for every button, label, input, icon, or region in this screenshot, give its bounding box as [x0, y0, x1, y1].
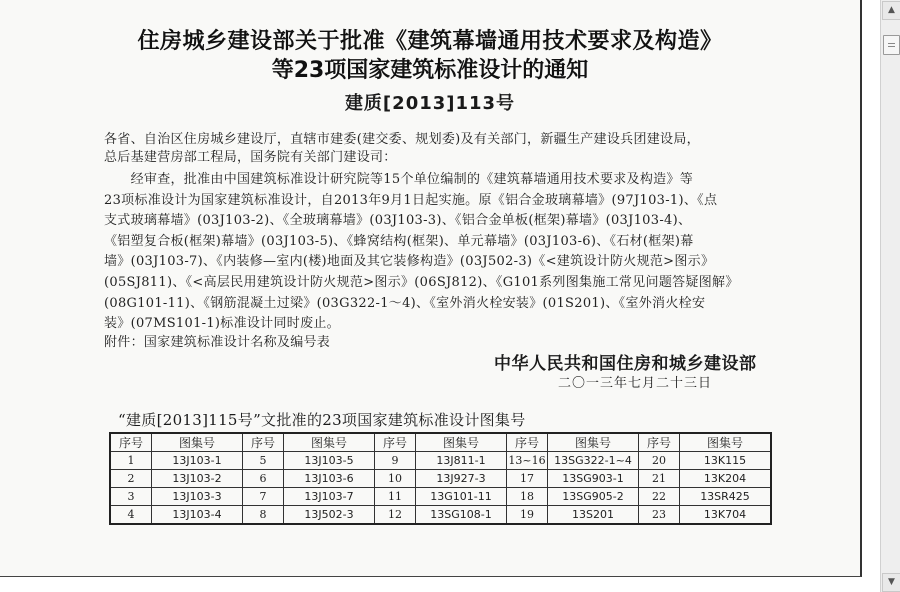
- scrollbar-thumb[interactable]: [883, 35, 900, 55]
- table-caption: “建质[2013]115号”文批准的23项国家建筑标准设计图集号: [118, 411, 526, 429]
- cell-no: 2: [110, 470, 152, 488]
- header-no: 序号: [110, 433, 152, 452]
- header-no: 序号: [243, 433, 284, 452]
- cell-code: 13J103-3: [152, 488, 243, 506]
- issuer: 中华人民共和国住房和城乡建设部: [494, 354, 757, 374]
- cell-code: 13SG108-1: [416, 506, 507, 525]
- cell-code: 13J103-1: [152, 452, 243, 470]
- cell-no: 19: [507, 506, 548, 525]
- title-line-1: 住房城乡建设部关于批准《建筑幕墙通用技术要求及构造》: [137, 29, 723, 54]
- header-no: 序号: [375, 433, 416, 452]
- cell-code: 13J103-2: [152, 470, 243, 488]
- cell-no: 11: [375, 488, 416, 506]
- header-code: 图集号: [416, 433, 507, 452]
- cell-no: 10: [375, 470, 416, 488]
- cell-code: 13SG903-1: [548, 470, 639, 488]
- body-line: 装》(07MS101-1)标准设计同时废止。: [104, 316, 340, 331]
- body-line: (08G101-11)、《钢筋混凝土过梁》(03G322-1～4)、《室外消火栓安装》(01S201)、《室外消火栓安: [104, 296, 706, 311]
- body-line: 各省、自治区住房城乡建设厅，直辖市建委(建交委、规划委)及有关部门，新疆生产建设兵团建设局，: [104, 132, 700, 147]
- body-line: 支式玻璃幕墙》(03J103-2)、《全玻璃幕墙》(03J103-3)、《铝合金单板(框架)幕墙》(03J103-4)、: [104, 213, 692, 228]
- cell-no: 13~16: [507, 452, 548, 470]
- body-line: 墙》(03J103-7)、《内装修—室内(楼)地面及其它装修构造》(03J502-3)《<建筑设计防火规范>图示》: [104, 254, 715, 269]
- vertical-scrollbar[interactable]: [880, 0, 900, 592]
- cell-no: 22: [639, 488, 680, 506]
- attachment-line: 附件：国家建筑标准设计名称及编号表: [104, 335, 331, 350]
- cell-code: 13G101-11: [416, 488, 507, 506]
- down-arrow-icon: ▼: [888, 577, 895, 587]
- up-arrow-icon: ▲: [888, 5, 895, 15]
- cell-no: 12: [375, 506, 416, 525]
- header-no: 序号: [507, 433, 548, 452]
- cell-code: 13SR425: [680, 488, 772, 506]
- scroll-up-button[interactable]: [882, 1, 900, 20]
- table-header-row: [110, 433, 771, 452]
- cell-no: 23: [639, 506, 680, 525]
- scroll-down-button[interactable]: [882, 573, 900, 592]
- atlas-number-table: [109, 432, 772, 525]
- cell-no: 17: [507, 470, 548, 488]
- cell-code: 13SG322-1~4: [548, 452, 639, 470]
- cell-no: 21: [639, 470, 680, 488]
- issue-date: 二〇一三年七月二十三日: [558, 376, 713, 391]
- header-code: 图集号: [152, 433, 243, 452]
- cell-code: 13J811-1: [416, 452, 507, 470]
- table-row: [110, 506, 771, 525]
- body-line: 经审查，批准由中国建筑标准设计研究院等15个单位编制的《建筑幕墙通用技术要求及构造》等: [104, 172, 694, 187]
- cell-no: 9: [375, 452, 416, 470]
- cell-code: 13J103-6: [284, 470, 375, 488]
- cell-code: 13K204: [680, 470, 772, 488]
- cell-code: 13J103-4: [152, 506, 243, 525]
- cell-code: 13S201: [548, 506, 639, 525]
- cell-no: 4: [110, 506, 152, 525]
- title-line-2: 等23项国家建筑标准设计的通知: [271, 58, 589, 83]
- body-line: 23项标准设计为国家建筑标准设计，自2013年9月1日起实施。原《铝合金玻璃幕墙》(97J103-1)、《点: [104, 193, 718, 208]
- cell-code: 13K704: [680, 506, 772, 525]
- body-line: 《铝塑复合板(框架)幕墙》(03J103-5)、《蜂窝结构(框架)、单元幕墙》(03J103-6)、《石材(框架)幕: [104, 234, 694, 249]
- table-row: [110, 488, 771, 506]
- cell-code: 13K115: [680, 452, 772, 470]
- cell-no: 18: [507, 488, 548, 506]
- cell-code: 13J103-7: [284, 488, 375, 506]
- table-row: [110, 452, 771, 470]
- cell-no: 20: [639, 452, 680, 470]
- header-no: 序号: [639, 433, 680, 452]
- header-code: 图集号: [284, 433, 375, 452]
- cell-code: 13J103-5: [284, 452, 375, 470]
- cell-no: 7: [243, 488, 284, 506]
- document-number: 建质[2013]113号: [344, 93, 516, 114]
- cell-no: 1: [110, 452, 152, 470]
- body-line: 总后基建营房部工程局，国务院有关部门建设司：: [104, 150, 397, 165]
- cell-no: 3: [110, 488, 152, 506]
- header-code: 图集号: [548, 433, 639, 452]
- cell-code: 13J502-3: [284, 506, 375, 525]
- cell-no: 8: [243, 506, 284, 525]
- cell-no: 6: [243, 470, 284, 488]
- body-line: (05SJ811)、《<高层民用建筑设计防火规范>图示》(06SJ812)、《G101系列图集施工常见问题答疑图解》: [104, 275, 739, 290]
- cell-no: 5: [243, 452, 284, 470]
- cell-code: 13J927-3: [416, 470, 507, 488]
- cell-code: 13SG905-2: [548, 488, 639, 506]
- header-code: 图集号: [680, 433, 772, 452]
- table-row: [110, 470, 771, 488]
